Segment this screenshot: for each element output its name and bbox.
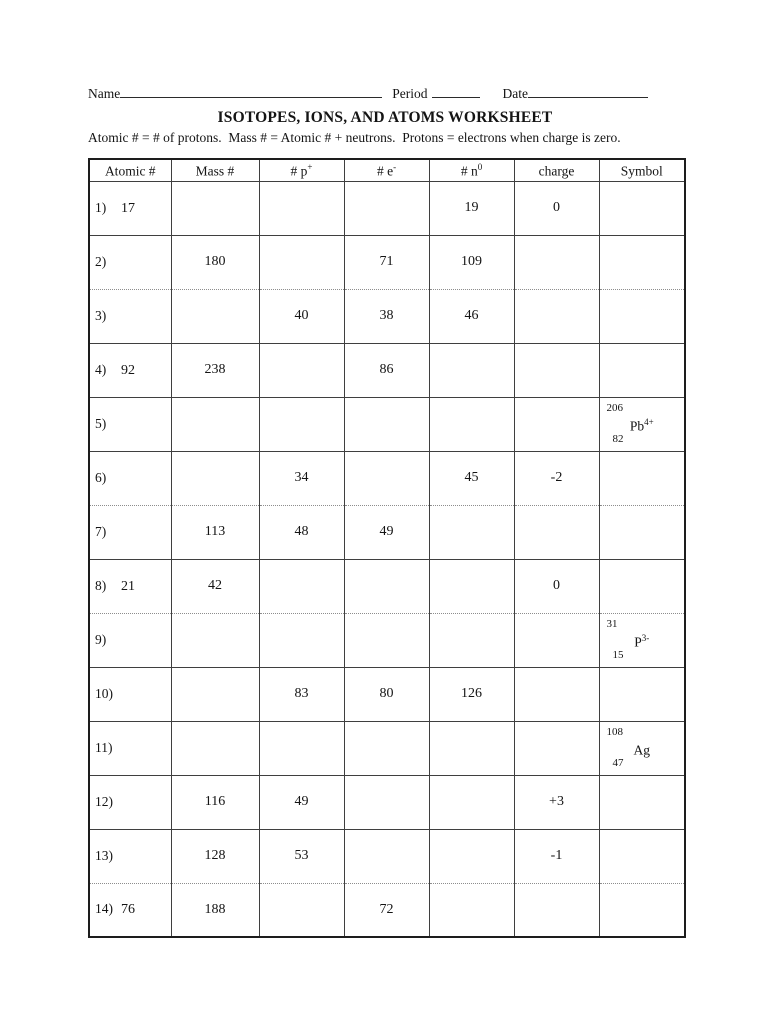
atomic-value: 92 (121, 362, 135, 378)
cell-electrons[interactable] (344, 613, 429, 667)
cell-charge[interactable]: -2 (514, 451, 599, 505)
cell-charge[interactable] (514, 505, 599, 559)
cell-charge[interactable] (514, 883, 599, 937)
table-row (89, 559, 685, 613)
cell-protons[interactable] (259, 235, 344, 289)
cell-charge[interactable] (514, 721, 599, 775)
cell-symbol[interactable] (599, 397, 685, 451)
cell-mass[interactable]: 42 (171, 559, 259, 613)
cell-atomic[interactable] (89, 451, 171, 505)
symbol-mass-number: 206 (606, 401, 623, 414)
cell-mass[interactable] (171, 721, 259, 775)
cell-neutrons[interactable] (429, 397, 514, 451)
table-row (89, 451, 685, 505)
cell-symbol[interactable] (599, 181, 685, 235)
row-number: 11) (95, 739, 113, 755)
col-header-symbol: Symbol (599, 159, 685, 181)
row-number: 8) (95, 577, 107, 593)
row-number: 6) (95, 469, 107, 485)
cell-protons[interactable]: 53 (259, 829, 344, 883)
cell-symbol[interactable] (599, 721, 685, 775)
table-row (89, 235, 685, 289)
symbol-mass-number: 31 (606, 617, 618, 630)
row-number: 10) (95, 685, 113, 701)
cell-mass[interactable]: 116 (171, 775, 259, 829)
cell-neutrons[interactable]: 109 (429, 235, 514, 289)
cell-neutrons[interactable] (429, 829, 514, 883)
name-period-date-line (88, 82, 648, 102)
cell-atomic[interactable] (89, 289, 171, 343)
symbol-element: $Pb^{4+}$ (629, 416, 654, 434)
cell-protons[interactable]: 83 (259, 667, 344, 721)
col-header-neutrons: # $n^0$ (429, 159, 514, 181)
symbol-element: $P^{3-}$ (634, 632, 650, 650)
cell-mass[interactable] (171, 667, 259, 721)
cell-neutrons[interactable] (429, 505, 514, 559)
cell-electrons[interactable]: 71 (344, 235, 429, 289)
cell-atomic[interactable] (89, 721, 171, 775)
atomic-value: 76 (121, 902, 135, 918)
cell-protons[interactable] (259, 181, 344, 235)
row-number: 12) (95, 793, 113, 809)
cell-neutrons[interactable] (429, 343, 514, 397)
cell-neutrons[interactable]: 126 (429, 667, 514, 721)
cell-symbol[interactable] (599, 559, 685, 613)
cell-atomic[interactable] (89, 505, 171, 559)
table-row (89, 289, 685, 343)
cell-neutrons[interactable] (429, 775, 514, 829)
cell-atomic[interactable] (89, 667, 171, 721)
cell-atomic[interactable] (89, 829, 171, 883)
table-row (89, 181, 685, 235)
cell-charge[interactable] (514, 397, 599, 451)
cell-mass[interactable] (171, 451, 259, 505)
table-row (89, 883, 685, 937)
cell-symbol[interactable] (599, 883, 685, 937)
cell-atomic[interactable] (89, 235, 171, 289)
cell-neutrons[interactable] (429, 721, 514, 775)
date-blank[interactable] (528, 82, 648, 98)
cell-atomic[interactable] (89, 775, 171, 829)
worksheet-table (88, 158, 686, 938)
row-number: 13) (95, 847, 113, 863)
cell-charge[interactable]: 0 (514, 559, 599, 613)
row-number: 7) (95, 523, 107, 539)
cell-atomic[interactable] (89, 397, 171, 451)
cell-electrons[interactable]: 80 (344, 667, 429, 721)
cell-electrons[interactable] (344, 829, 429, 883)
atomic-value: 17 (121, 200, 135, 216)
cell-atomic[interactable] (89, 883, 171, 937)
table-header-row (89, 159, 685, 181)
table-row (89, 721, 685, 775)
table-row (89, 775, 685, 829)
cell-neutrons[interactable] (429, 559, 514, 613)
cell-atomic[interactable] (89, 181, 171, 235)
name-blank[interactable] (120, 82, 382, 98)
symbol-atomic-number: 47 (612, 757, 624, 770)
col-header-mass: Mass # (171, 159, 259, 181)
cell-electrons[interactable] (344, 181, 429, 235)
cell-electrons[interactable] (344, 721, 429, 775)
cell-neutrons[interactable]: 45 (429, 451, 514, 505)
cell-electrons[interactable] (344, 559, 429, 613)
cell-charge[interactable]: -1 (514, 829, 599, 883)
cell-charge[interactable] (514, 667, 599, 721)
cell-mass[interactable]: 188 (171, 883, 259, 937)
cell-protons[interactable] (259, 883, 344, 937)
cell-electrons[interactable] (344, 397, 429, 451)
cell-mass[interactable]: 180 (171, 235, 259, 289)
cell-protons[interactable] (259, 343, 344, 397)
table-row (89, 397, 685, 451)
cell-charge[interactable] (514, 235, 599, 289)
cell-protons[interactable]: 34 (259, 451, 344, 505)
col-header-protons: # p+ (259, 159, 344, 181)
cell-neutrons[interactable]: 19 (429, 181, 514, 235)
cell-atomic[interactable] (89, 343, 171, 397)
cell-electrons[interactable] (344, 775, 429, 829)
cell-mass[interactable]: 113 (171, 505, 259, 559)
symbol-element: Ag (633, 742, 650, 758)
row-number: 2) (95, 253, 107, 269)
cell-neutrons[interactable] (429, 613, 514, 667)
cell-charge[interactable] (514, 343, 599, 397)
period-label: Period (392, 86, 428, 101)
cell-charge[interactable]: 0 (514, 181, 599, 235)
cell-neutrons[interactable]: 46 (429, 289, 514, 343)
date-label: Date (502, 86, 528, 101)
name-label: Name (88, 86, 121, 101)
symbol-mass-number: 108 (606, 725, 623, 738)
row-number: 14) (95, 901, 113, 917)
cell-symbol[interactable] (599, 667, 685, 721)
cell-mass[interactable] (171, 289, 259, 343)
cell-charge[interactable] (514, 289, 599, 343)
row-number: 1) (95, 199, 107, 215)
page-title: ISOTOPES, IONS, AND ATOMS WORKSHEET (217, 109, 553, 126)
symbol-atomic-number: 15 (612, 649, 624, 662)
cell-symbol[interactable] (599, 505, 685, 559)
cell-atomic[interactable] (89, 613, 171, 667)
cell-symbol[interactable] (599, 451, 685, 505)
cell-symbol[interactable] (599, 289, 685, 343)
cell-symbol[interactable] (599, 343, 685, 397)
cell-protons[interactable]: 40 (259, 289, 344, 343)
cell-symbol[interactable] (599, 235, 685, 289)
cell-electrons[interactable]: 38 (344, 289, 429, 343)
row-number: 9) (95, 631, 107, 647)
table-row (89, 343, 685, 397)
cell-protons[interactable]: 48 (259, 505, 344, 559)
row-number: 4) (95, 361, 107, 377)
cell-symbol[interactable] (599, 775, 685, 829)
cell-protons[interactable] (259, 559, 344, 613)
table-row (89, 667, 685, 721)
cell-atomic[interactable] (89, 559, 171, 613)
row-number: 5) (95, 415, 107, 431)
instructions-text: Atomic # = # of protons. Mass # = Atomic # + neutrons. Protons = electrons when charge is zero. (88, 130, 621, 145)
cell-mass[interactable]: 238 (171, 343, 259, 397)
cell-symbol[interactable] (599, 613, 685, 667)
table-row (89, 613, 685, 667)
cell-protons[interactable] (259, 721, 344, 775)
cell-mass[interactable]: 128 (171, 829, 259, 883)
cell-electrons[interactable]: 86 (344, 343, 429, 397)
period-blank[interactable] (432, 82, 480, 98)
cell-symbol[interactable] (599, 829, 685, 883)
cell-neutrons[interactable] (429, 883, 514, 937)
col-header-charge: charge (514, 159, 599, 181)
table-row (89, 829, 685, 883)
cell-protons[interactable]: 49 (259, 775, 344, 829)
cell-charge[interactable]: +3 (514, 775, 599, 829)
atomic-value: 21 (121, 578, 135, 594)
cell-charge[interactable] (514, 613, 599, 667)
row-number: 3) (95, 307, 107, 323)
cell-mass[interactable] (171, 181, 259, 235)
cell-protons[interactable] (259, 613, 344, 667)
col-header-atomic: Atomic # (89, 159, 171, 181)
cell-electrons[interactable]: 72 (344, 883, 429, 937)
cell-electrons[interactable]: 49 (344, 505, 429, 559)
symbol-atomic-number: 82 (612, 433, 624, 446)
col-header-electrons: # e- (344, 159, 429, 181)
cell-mass[interactable] (171, 397, 259, 451)
cell-electrons[interactable] (344, 451, 429, 505)
table-row (89, 505, 685, 559)
cell-protons[interactable] (259, 397, 344, 451)
cell-mass[interactable] (171, 613, 259, 667)
